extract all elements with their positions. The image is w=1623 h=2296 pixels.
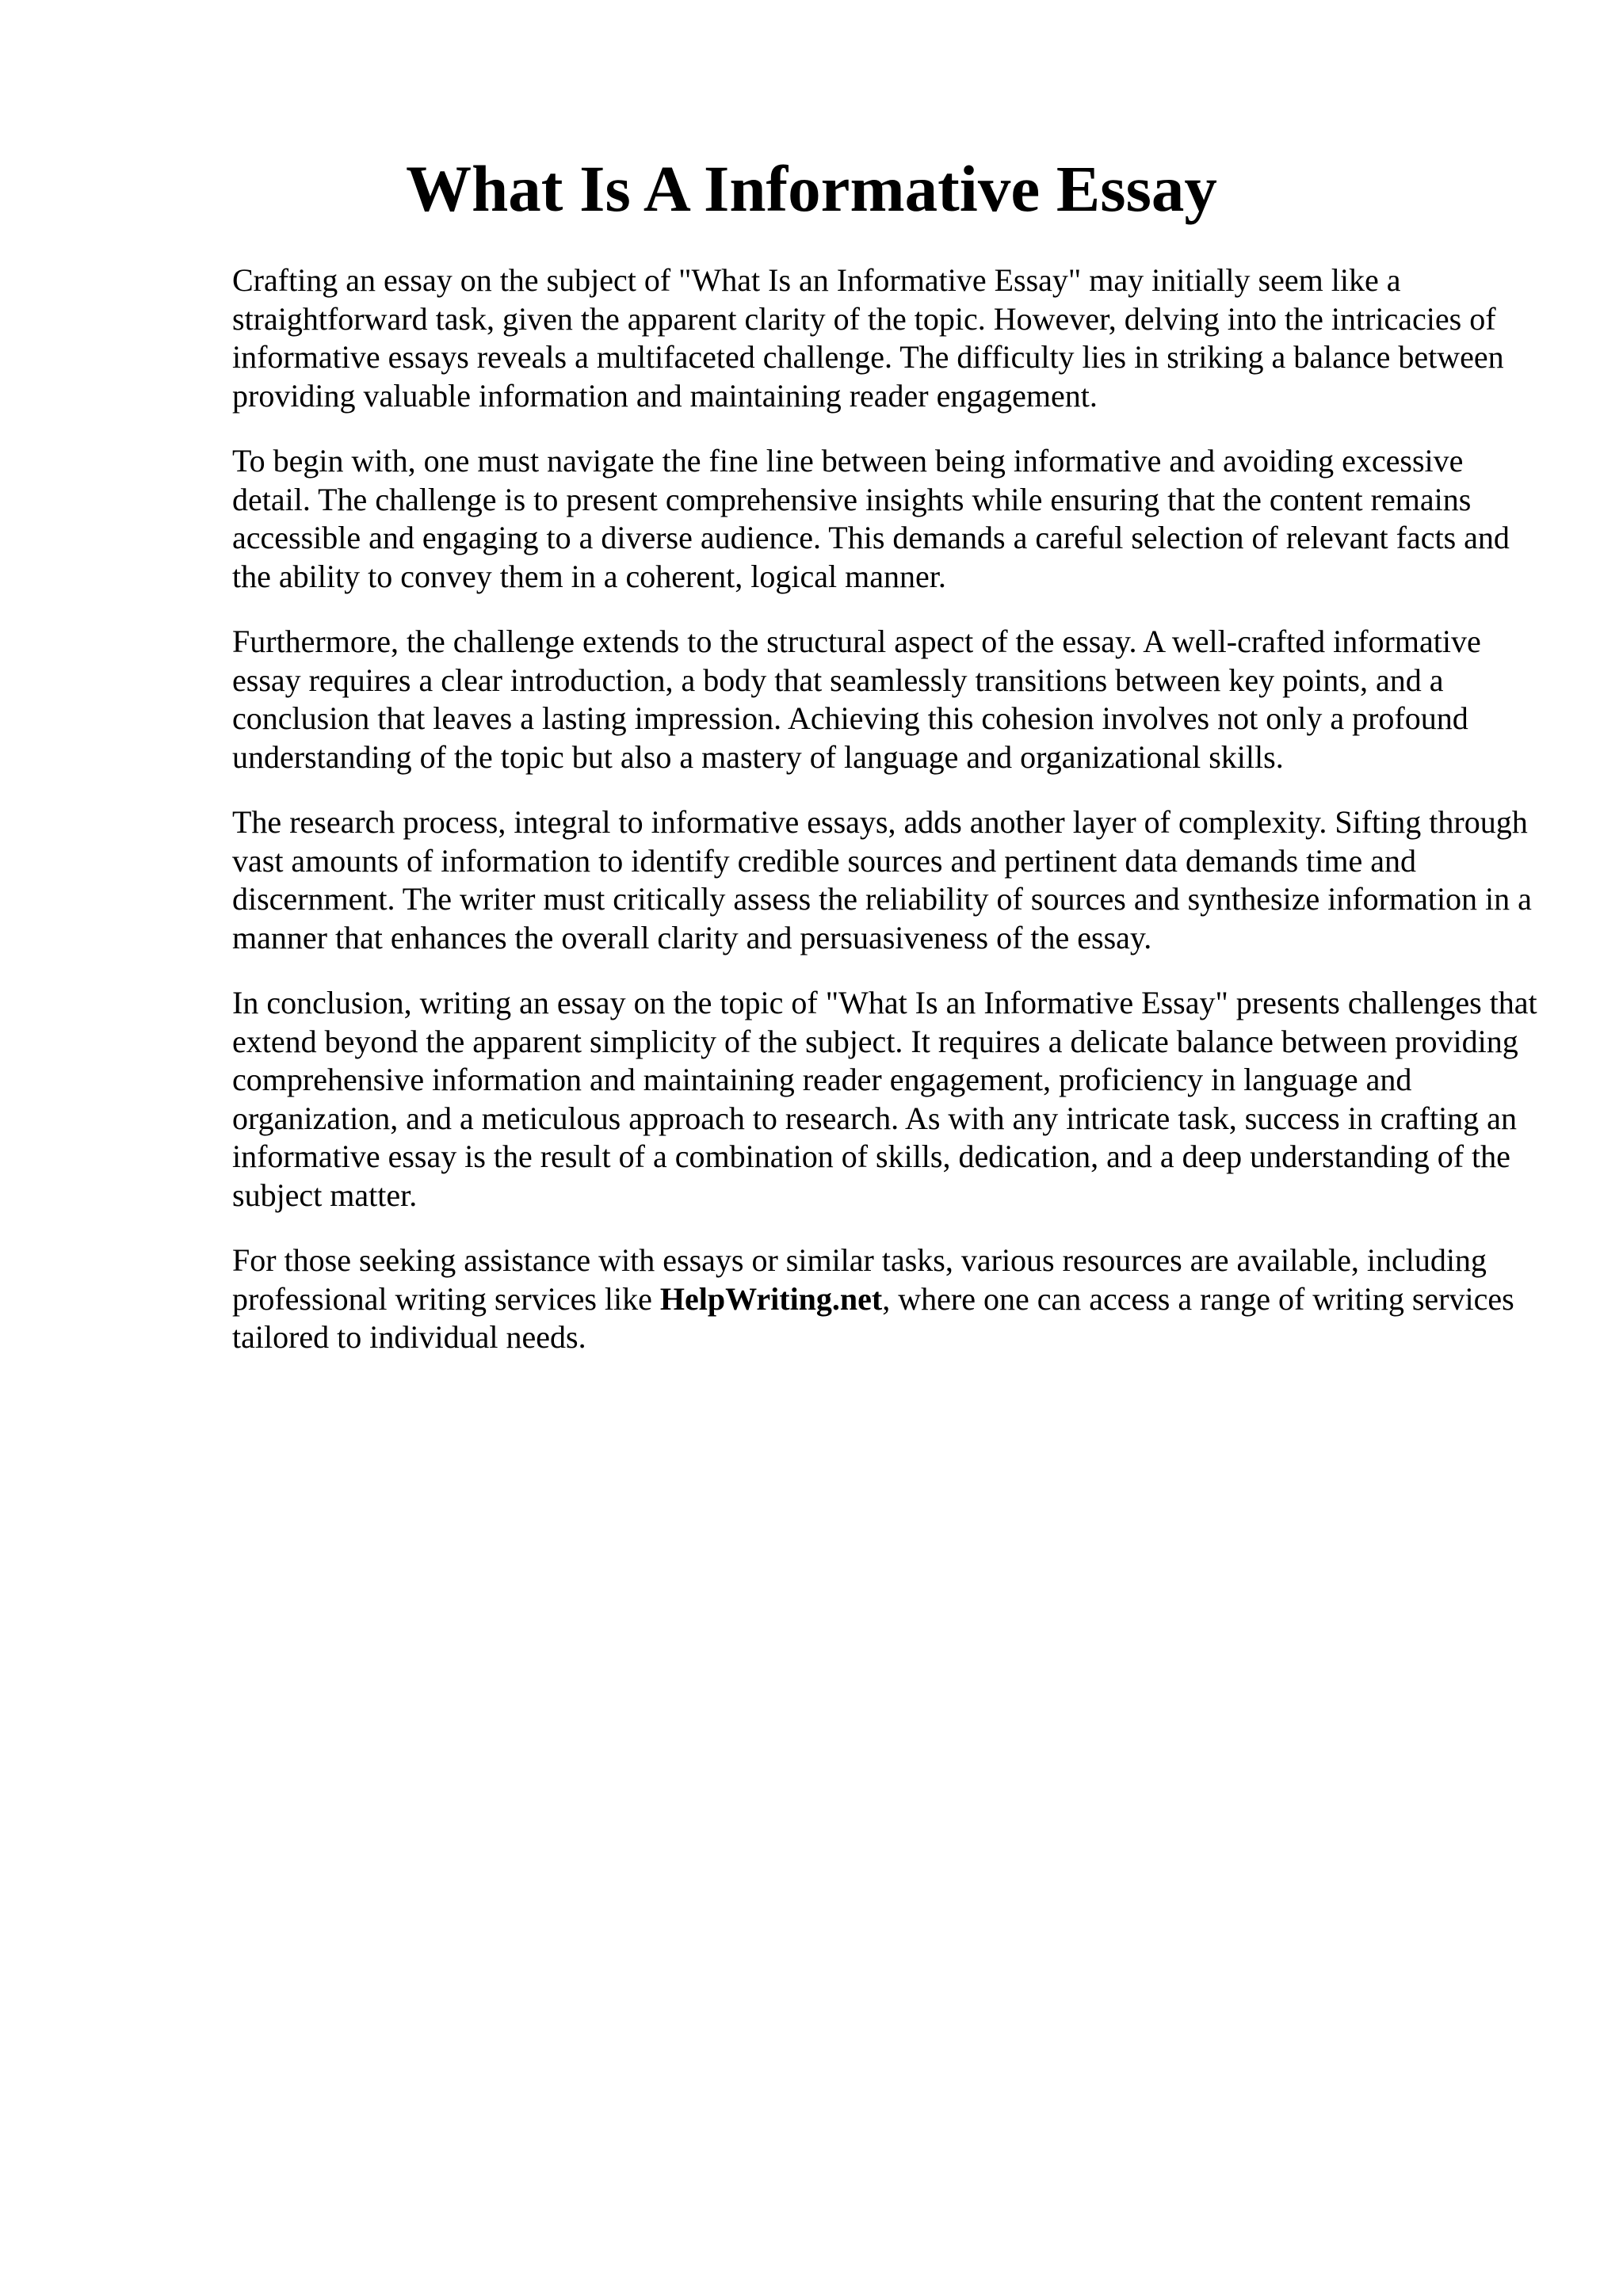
paragraph-5: In conclusion, writing an essay on the topic of "What Is an Informative Essay" presents challenges that extend beyond the apparent simplicity of the subject. It requires a delicate balance between providing comprehensive information and maintaining reader engagement, proficiency in language and organization, and a meticulous approach to research. As with any intricate task, success in crafting an informative essay is the result of a combination of skills, dedication, and a deep understanding of the subject matter. — [232, 985, 1537, 1213]
essay-body — [232, 261, 1548, 1384]
page-title: What Is A Informative Essay — [406, 152, 1217, 225]
paragraph-2: To begin with, one must navigate the fine line between being informative and avoiding excessive detail. The challenge is to present comprehensive insights while ensuring that the content remains accessible and engaging to a diverse audience. This demands a careful selection of relevant facts and the ability to convey them in a coherent, logical manner. — [232, 443, 1510, 594]
closing-text-after: , where one can access a range of writing services tailored to individual needs. — [232, 1280, 1514, 1355]
closing-text-before: For those seeking assistance with essays or similar tasks, various resources are available, including professional writing services like — [232, 1242, 1487, 1317]
brand-name: HelpWriting.net — [659, 1280, 883, 1317]
paragraph-3: Furthermore, the challenge extends to the structural aspect of the essay. A well-crafted informative essay requires a clear introduction, a body that seamlessly transitions between key points, and a conclusion that leaves a lasting impression. Achieving this cohesion involves not only a profound understanding of the topic but also a mastery of language and organizational skills. — [232, 624, 1481, 775]
paragraph-4: The research process, integral to informative essays, adds another layer of complexity. Sifting through vast amounts of information to identify credible sources and pertinent data demands time and discernment. The writer must critically assess the reliability of sources and synthesize information in a manner that enhances the overall clarity and persuasiveness of the essay. — [232, 804, 1532, 955]
paragraph-1: Crafting an essay on the subject of "What Is an Informative Essay" may initially seem like a straightforward task, given the apparent clarity of the topic. However, delving into the intricacies of informative essays reveals a multifaceted challenge. The difficulty lies in striking a balance between providing valuable information and maintaining reader engagement. — [232, 262, 1504, 414]
closing-paragraph — [232, 1241, 1548, 1357]
